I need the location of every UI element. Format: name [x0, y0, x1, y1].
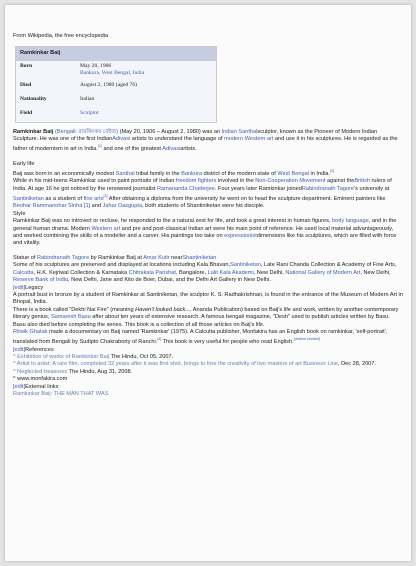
- sinha-link[interactable]: Beohar Rammanohar Sinha: [13, 203, 83, 210]
- citation-link[interactable]: [2]: [330, 169, 335, 174]
- legacy-paragraph: [13, 292, 403, 347]
- section-heading-references: References: [25, 346, 54, 353]
- text: , Late Rani Chanda Collection & Academy of Fine Arts,: [260, 262, 397, 269]
- list-item: [13, 354, 403, 361]
- santiniketan-link[interactable]: Santiniketan: [13, 196, 44, 203]
- text: made a documentary on Baij named 'Ramkinkar' (1975). A Calcutta publisher, Monfakira has an English book on ramkinkar, 'self-portrait', translated from Bengali by Sudipto Chakraborty of Ranchi.: [13, 328, 388, 346]
- adivasi-link[interactable]: Adivasi: [112, 136, 131, 143]
- text: , and in the general human drama. Modern: [13, 218, 397, 232]
- edit-link[interactable]: [edit]: [13, 383, 26, 390]
- infobox-key: Died: [20, 81, 32, 88]
- references-list: [13, 354, 403, 384]
- text: 's university at: [354, 185, 390, 192]
- santiniketan-link[interactable]: Santiniketan: [230, 262, 261, 269]
- bankura-link[interactable]: Bankura: [181, 170, 203, 177]
- external-links-heading: [13, 384, 403, 391]
- text: , New Delhi, Jane and Kito de Boer, Dubai, and the Delhi Art Gallery in New Delhi.: [68, 277, 271, 284]
- bengali-link[interactable]: (Bengali: রামকিংকর বেইজ): [54, 128, 119, 135]
- text: by Ramkinkar Baij at: [89, 254, 144, 261]
- edit-link[interactable]: [edit]: [13, 284, 26, 291]
- west-bengal-link[interactable]: West Bengal: [277, 170, 309, 177]
- text: , H.K. Kejriwal Collection & Karnataka: [33, 269, 129, 276]
- infobox-row-died: [16, 80, 216, 94]
- text: The Hindu, Oct 05, 2007.: [109, 354, 174, 361]
- text: , Ananda Publication) based on Baij's life and work, written by another contemporary literary genius,: [13, 306, 399, 321]
- citation-link[interactable]: [4]: [157, 337, 162, 342]
- reference-link[interactable]: ^ Neglected treasures: [13, 368, 68, 375]
- text: as a student of: [43, 196, 84, 203]
- list-item: [13, 376, 403, 383]
- born-place-link[interactable]: Bankura, West Bengal, India: [80, 70, 145, 77]
- infobox-value: August 2, 1980 (aged 76): [80, 81, 138, 88]
- text: and one of the greatest: [101, 146, 163, 153]
- text: , New Delhi,: [253, 269, 286, 276]
- text: Ramkinkar Baij was no introvert or recluse, he responded to the a natural zest for life, and took a great interest in human figures,: [13, 218, 333, 225]
- santhal-link[interactable]: Indian Santhal: [221, 128, 258, 135]
- infobox-value: [80, 63, 212, 78]
- style-paragraph: [13, 218, 403, 248]
- article-body: [13, 33, 403, 398]
- citation-needed-link[interactable]: [citation needed]: [293, 337, 321, 342]
- reference-link[interactable]: ^ Artist to artist: A rare film, completed 32 years after it was first shot, brings to fore the creativity of two masters of art Business Line: [13, 361, 339, 368]
- infobox-row-field: [16, 108, 216, 122]
- text: rulers of India. At age 16 he got noticed by the renowned journalist: [13, 178, 392, 192]
- text: and pre and post-classical Indian art were his main point of reference. He used local material advantageously, and worked combining the skills of a modeller and a carver. His paintings too take on: [13, 225, 394, 240]
- reference-link[interactable]: ^ Exhibition of works of Ramkinkar Baij: [13, 354, 110, 361]
- calcutta-link[interactable]: Calcutta: [13, 269, 34, 276]
- ritwik-ghatak-link[interactable]: Ritwik Ghatak: [13, 328, 48, 335]
- section-heading-style: Style: [13, 210, 26, 217]
- text: , both students of Shantiniketan were his disciple.: [142, 203, 265, 210]
- intro-paragraph: [13, 129, 403, 154]
- text: and use it in his sculptures. He is regarded as the father of modernism in art in India.: [13, 136, 398, 153]
- text: (May 20, 1906 – August 2, 1980) was an: [118, 128, 222, 135]
- text: sculptor, known as the Pioneer of Modern Indian Sculpture. He was one of the first Indian: [13, 128, 378, 143]
- dasgupta-link[interactable]: Jahar Dasgupta: [102, 203, 143, 210]
- tagore-link[interactable]: Rabindranath Tagore: [301, 185, 355, 192]
- field-link[interactable]: Sculptor: [80, 109, 99, 116]
- rbi-link[interactable]: Reserve Bank of India: [13, 277, 69, 284]
- section-heading-early-life: Early life: [13, 160, 35, 167]
- text: After obtaining a diploma from the university he went on to head the sculpture department. Eminent painters like: [107, 196, 386, 203]
- text: after about ten years of extensive research. A famous bengali magazine, "Desh" used to publish articles written by Basu. Basu also died before completing the series. This book is a collection of all those articles on Baij's life.: [13, 314, 390, 328]
- list-item: [13, 369, 403, 376]
- text: tribal family in the: [134, 170, 182, 177]
- text: involved in the: [216, 178, 256, 185]
- text: district of the modern state of: [202, 170, 278, 177]
- external-link[interactable]: Ramkinkar Baij: THE MAN THAT WAS: [13, 391, 109, 398]
- text: This book is very useful for people who read English.: [161, 339, 294, 346]
- text: against the: [325, 178, 355, 185]
- text: artists.: [180, 146, 197, 153]
- text: , Bangalore,: [175, 269, 208, 276]
- text: The Hindu, Aug 31, 2008.: [67, 368, 133, 375]
- infobox-key: Born: [20, 62, 33, 69]
- text: Statue of: [13, 254, 37, 261]
- list-item: [13, 361, 403, 368]
- italic-text: Haven't looked back...: [135, 306, 190, 313]
- chatterjee-link[interactable]: Ramananda Chatterjee: [156, 185, 215, 192]
- amar-kutir-link[interactable]: Amar Kutir: [143, 254, 170, 261]
- tagore-link[interactable]: Rabindranath Tagore: [36, 254, 90, 261]
- citation-link[interactable]: [1]: [97, 144, 102, 149]
- infobox-key: Field: [20, 109, 33, 116]
- text: , New Delhi,: [360, 269, 391, 276]
- early-life-paragraph: [13, 168, 403, 211]
- chitrakala-link[interactable]: Chitrakala Parishat: [128, 269, 176, 276]
- text: dimensions like his sculptures, which are filled with force and vitality.: [13, 233, 397, 247]
- references-heading: [13, 347, 403, 354]
- text: A portrait bust in bronze by a student of Ramkinkar at Santiniketan, the sculptor K. S. Radhakrishnan, is found in the entrance of the Museum of Modern Art in Bhopal, India.: [13, 291, 403, 306]
- infobox-row-nationality: [16, 94, 216, 108]
- fine-arts-link[interactable]: fine arts: [83, 196, 104, 203]
- citation-link[interactable]: [3]: [103, 194, 108, 199]
- subject-name: Ramkinkar Baij: [13, 128, 54, 135]
- infobox-row-born: [16, 61, 216, 80]
- santhal-link[interactable]: Santhal: [115, 170, 135, 177]
- text: Some of his sculptures are preserved and displayed at locations including Kala Bhavan,: [13, 262, 231, 269]
- text: There is a book called "Dekhi Nai Fire" (meaning: [13, 306, 136, 313]
- infobox-value: Indian: [80, 95, 95, 102]
- body-language-link[interactable]: body language: [332, 218, 369, 225]
- sinha-ref-link[interactable]: [1]: [82, 203, 91, 210]
- source-line: From Wikipedia, the free encyclopedia: [13, 33, 109, 39]
- shantiniketan-link[interactable]: Shantiniketan: [182, 254, 217, 261]
- text: ^ www.monfakira.com: [13, 376, 68, 383]
- infobox-key: Nationality: [20, 95, 47, 102]
- freedom-fighters-link[interactable]: freedom fighters: [175, 178, 217, 185]
- samaresh-basu-link[interactable]: Samaresh Basu: [50, 314, 91, 321]
- infobox: [15, 46, 217, 122]
- text: Baij was born in an economically modest: [13, 170, 116, 177]
- adivasi-link[interactable]: Adivasi: [162, 146, 181, 153]
- document-page: [5, 5, 411, 561]
- text: artists to understand the language of: [130, 136, 225, 143]
- text: . Four years later Ramkinkar joined: [214, 185, 302, 192]
- statue-paragraph: [13, 255, 403, 285]
- section-heading-external-links: External links: [25, 383, 59, 390]
- text: While in his mid-teens Ramkinkar used to paint portraits of Indian: [13, 178, 176, 185]
- western-art-link[interactable]: Western art: [91, 225, 121, 232]
- expressionist-link[interactable]: expressionist: [224, 233, 257, 240]
- lalit-kala-link[interactable]: Lalit Kala Akademi: [207, 269, 254, 276]
- text: in India.: [308, 170, 331, 177]
- ngma-link[interactable]: National Gallery of Modern Art: [285, 269, 361, 276]
- text: and: [90, 203, 103, 210]
- british-link[interactable]: British: [354, 178, 370, 185]
- born-date: May 20, 1906: [80, 62, 112, 69]
- text: near: [169, 254, 183, 261]
- edit-link[interactable]: [edit]: [13, 346, 26, 353]
- text: , Dec 28, 2007.: [338, 361, 376, 368]
- non-cooperation-link[interactable]: Non-Cooperation Movement: [255, 178, 326, 185]
- infobox-title: Ramkinkar Baij: [16, 47, 216, 60]
- modern-western-art-link[interactable]: modern Western art: [224, 136, 274, 143]
- section-heading-legacy: Legacy: [25, 284, 44, 291]
- legacy-heading: [13, 285, 403, 292]
